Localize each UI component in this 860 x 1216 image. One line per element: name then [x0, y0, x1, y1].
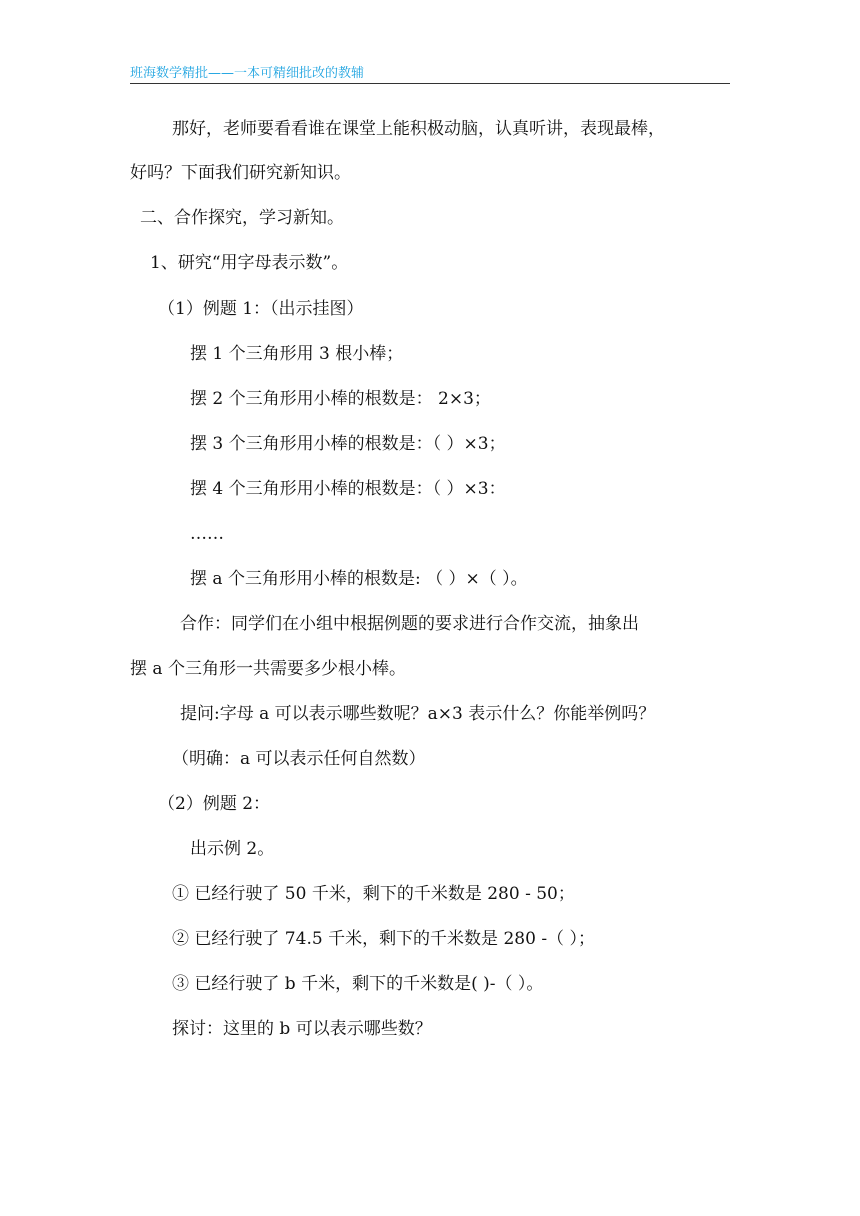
- header-divider: [130, 83, 730, 84]
- text-line: 提问:字母 a 可以表示哪些数呢？a×3 表示什么？你能举例吗？: [180, 704, 656, 724]
- list-item: ② 已经行驶了 74.5 千米，剩下的千米数是 280 -（ ）；: [172, 929, 595, 949]
- page-header: [130, 62, 730, 84]
- text-line: 摆 2 个三角形用小棒的根数是： 2×3；: [190, 389, 491, 409]
- text-line: 摆 a 个三角形用小棒的根数是: （ ）×（ ）。: [190, 569, 528, 589]
- text-line: 探讨：这里的 b 可以表示哪些数？: [172, 1019, 432, 1039]
- subsection-heading: 1、研究“用字母表示数”。: [150, 253, 349, 273]
- example-heading: （1）例题 1：（出示挂图）: [158, 299, 364, 319]
- text-line: 那好，老师要看看谁在课堂上能积极动脑，认真听讲，表现最棒，: [172, 119, 665, 139]
- text-line: ……: [190, 524, 224, 544]
- text-line: 摆 1 个三角形用 3 根小棒；: [190, 344, 404, 364]
- list-item: ① 已经行驶了 50 千米，剩下的千米数是 280 - 50；: [172, 884, 575, 904]
- text-line: 出示例 2。: [190, 839, 275, 859]
- list-item: ③ 已经行驶了 b 千米，剩下的千米数是( )-（ ）。: [172, 974, 544, 994]
- text-line: 摆 3 个三角形用小棒的根数是：（ ）×3；: [190, 434, 506, 454]
- example-heading: （2）例题 2：: [158, 794, 271, 814]
- text-line: （明确：a 可以表示任何自然数）: [172, 749, 426, 769]
- text-line: 摆 4 个三角形用小棒的根数是：（ ）×3：: [190, 479, 506, 499]
- text-line: 好吗？下面我们研究新知识。: [130, 163, 351, 183]
- text-line: 摆 a 个三角形一共需要多少根小棒。: [130, 659, 406, 679]
- text-line: 合作：同学们在小组中根据例题的要求进行合作交流，抽象出: [180, 614, 639, 634]
- section-heading: 二、合作探究，学习新知。: [140, 208, 344, 228]
- header-title: 班海数学精批——一本可精细批改的教辅: [130, 66, 365, 81]
